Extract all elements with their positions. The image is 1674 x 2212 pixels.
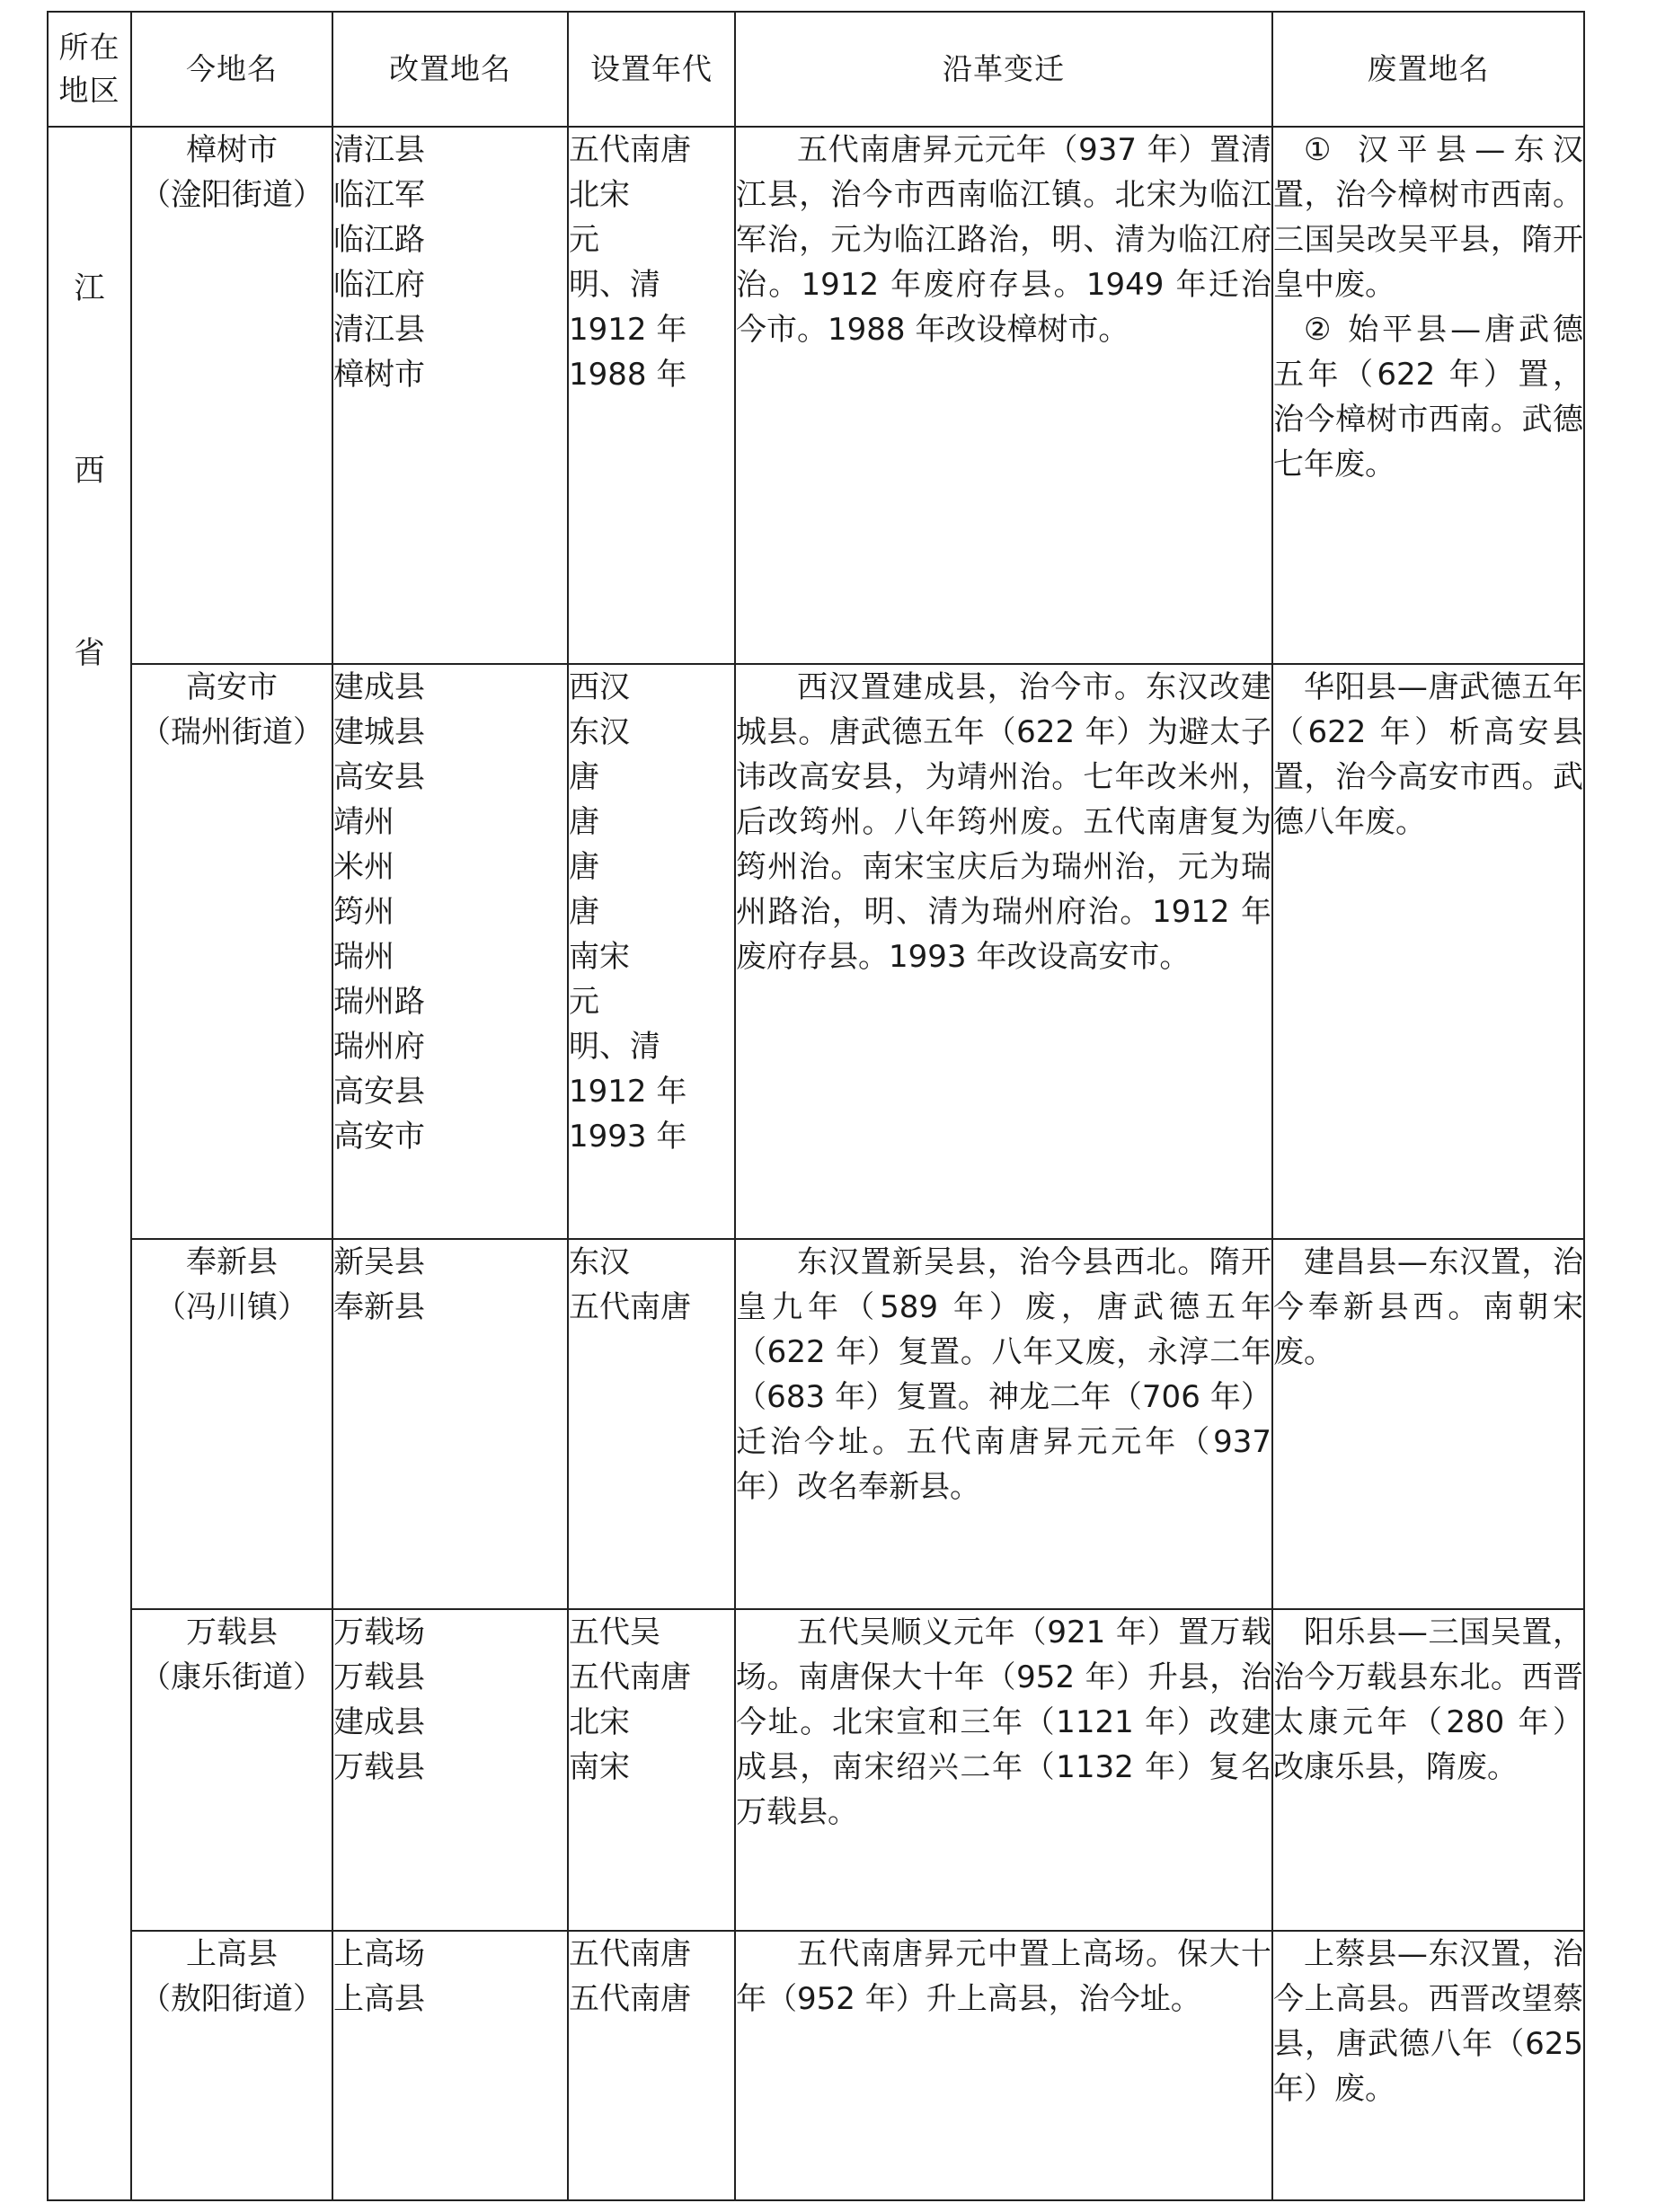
former-name: 建成县 [333, 669, 425, 705]
region-cell [48, 127, 131, 2200]
era-entry: 西汉 [569, 669, 630, 705]
former-name: 临江军 [333, 177, 425, 213]
region-char: 江 [74, 270, 105, 306]
former-name: 樟树市 [333, 357, 425, 393]
header-abolished-name: 废置地名 [1272, 12, 1584, 127]
modern-seat: （淦阳街道） [140, 177, 323, 213]
former-name: 建城县 [333, 714, 425, 750]
former-name: 新吴县 [333, 1244, 425, 1280]
era-entry: 五代南唐 [569, 132, 691, 168]
former-name: 米州 [333, 849, 394, 885]
table-row [48, 127, 1584, 664]
former-name: 清江县 [333, 312, 425, 348]
former-name: 筠州 [333, 894, 394, 930]
era-entry: 1988 年 [569, 357, 687, 393]
abolished-cell [1272, 664, 1584, 1239]
abolished-entry: 上蔡县—东汉置，治今上高县。西晋改望蔡县，唐武德八年（625 年）废。 [1273, 1936, 1583, 2107]
abolished-cell [1272, 1931, 1584, 2200]
former-name: 建成县 [333, 1704, 425, 1740]
former-name: 万载县 [333, 1659, 425, 1695]
modern-name-cell [131, 1609, 332, 1931]
former-name: 高安市 [333, 1119, 425, 1155]
history-cell: 西汉置建成县，治今市。东汉改建城县。唐武德五年（622 年）为避太子讳改高安县，为靖州治。七年改米州，后改筠州。八年筠州废。五代南唐复为筠州治。南宋宝庆后为瑞州治，元为瑞州路治，明、清为瑞州府治。1912 年废府存县。1993 年改设高安市。 [735, 664, 1272, 1239]
modern-seat: （冯川镇） [155, 1289, 308, 1325]
former-name: 靖州 [333, 804, 394, 840]
era-entry: 北宋 [569, 177, 630, 213]
former-name: 清江县 [333, 132, 425, 168]
former-name: 临江府 [333, 267, 425, 303]
abolished-entry: ② 始平县—唐武德五年（622 年）置，治今樟树市西南。武德七年废。 [1273, 312, 1583, 482]
modern-name-cell [131, 1239, 332, 1609]
former-name: 万载县 [333, 1749, 425, 1785]
history-cell: 五代南唐昇元元年（937 年）置清江县，治今市西南临江镇。北宋为临江军治，元为临江路治，明、清为临江府治。1912 年废府存县。1949 年迁治今市。1988 年改设樟树市。 [735, 127, 1272, 664]
former-names-cell [332, 1931, 568, 2200]
modern-name: 万载县 [186, 1615, 278, 1650]
former-name: 上高县 [333, 1981, 425, 2017]
table-row [48, 1609, 1584, 1931]
former-name: 上高场 [333, 1936, 425, 1972]
former-name: 瑞州路 [333, 984, 425, 1020]
abolished-entry: 华阳县—唐武德五年（622 年）析高安县置，治今高安市西。武德八年废。 [1273, 669, 1583, 840]
era-entry: 1912 年 [569, 312, 687, 348]
modern-seat: （瑞州街道） [140, 714, 323, 750]
modern-name: 奉新县 [186, 1244, 278, 1280]
era-entry: 元 [569, 984, 599, 1020]
modern-name-cell [131, 1931, 332, 2200]
era-entry: 唐 [569, 894, 599, 930]
header-region-line1: 所在 [58, 30, 120, 65]
header-region-line2: 地区 [58, 73, 120, 108]
era-cell [568, 127, 735, 664]
former-name: 瑞州府 [333, 1029, 425, 1065]
table-row [48, 1931, 1584, 2200]
era-cell [568, 1239, 735, 1609]
modern-name-cell [131, 127, 332, 664]
history-cell: 五代吴顺义元年（921 年）置万载场。南唐保大十年（952 年）升县，治今址。北宋宣和三年（1121 年）改建成县，南宋绍兴二年（1132 年）复名万载县。 [735, 1609, 1272, 1931]
abolished-cell [1272, 1609, 1584, 1931]
former-name: 临江路 [333, 222, 425, 258]
modern-seat: （康乐街道） [140, 1659, 323, 1695]
former-name: 奉新县 [333, 1289, 425, 1325]
abolished-entry: 建昌县—东汉置，治今奉新县西。南朝宋废。 [1273, 1244, 1583, 1370]
era-entry: 唐 [569, 849, 599, 885]
era-cell [568, 664, 735, 1239]
former-names-cell [332, 1609, 568, 1931]
history-cell: 东汉置新吴县，治今县西北。隋开皇九年（589 年）废，唐武德五年（622 年）复置。八年又废，永淳二年（683 年）复置。神龙二年（706 年）迁治今址。五代南唐昇元元年（937 年）改名奉新县。 [735, 1239, 1272, 1609]
former-name: 高安县 [333, 1074, 425, 1110]
former-names-cell [332, 1239, 568, 1609]
region-char: 西 [74, 453, 105, 489]
era-cell [568, 1931, 735, 2200]
former-name: 高安县 [333, 759, 425, 795]
gazetteer-sheet [47, 11, 1583, 2199]
modern-name: 高安市 [186, 669, 278, 705]
era-entry: 五代吴 [569, 1615, 660, 1650]
abolished-cell [1272, 1239, 1584, 1609]
header-region [48, 12, 131, 127]
history-cell: 五代南唐昇元中置上高场。保大十年（952 年）升上高县，治今址。 [735, 1931, 1272, 2200]
modern-name: 樟树市 [186, 132, 278, 168]
table-row [48, 664, 1584, 1239]
era-entry: 明、清 [569, 1029, 660, 1065]
modern-name-cell [131, 664, 332, 1239]
era-entry: 五代南唐 [569, 1981, 691, 2017]
era-entry: 五代南唐 [569, 1289, 691, 1325]
former-names-cell [332, 127, 568, 664]
header-era: 设置年代 [568, 12, 735, 127]
abolished-cell [1272, 127, 1584, 664]
era-entry: 五代南唐 [569, 1936, 691, 1972]
era-entry: 元 [569, 222, 599, 258]
gazetteer-table [47, 11, 1585, 2201]
era-entry: 明、清 [569, 267, 660, 303]
abolished-entry: ① 汉平县—东汉置，治今樟树市西南。三国吴改吴平县，隋开皇中废。 [1273, 132, 1583, 303]
header-history: 沿革变迁 [735, 12, 1272, 127]
region-char: 省 [74, 635, 105, 671]
modern-name: 上高县 [186, 1936, 278, 1972]
era-entry: 五代南唐 [569, 1659, 691, 1695]
era-entry: 唐 [569, 804, 599, 840]
header-former-name: 改置地名 [332, 12, 568, 127]
era-entry: 南宋 [569, 939, 630, 975]
abolished-entry: 阳乐县—三国吴置，治今万载县东北。西晋太康元年（280 年）改康乐县，隋废。 [1273, 1615, 1583, 1785]
former-name: 万载场 [333, 1615, 425, 1650]
era-entry: 唐 [569, 759, 599, 795]
header-row [48, 12, 1584, 127]
era-entry: 1912 年 [569, 1074, 687, 1110]
former-name: 瑞州 [333, 939, 394, 975]
era-entry: 北宋 [569, 1704, 630, 1740]
former-names-cell [332, 664, 568, 1239]
era-cell [568, 1609, 735, 1931]
era-entry: 1993 年 [569, 1119, 687, 1155]
header-modern-name: 今地名 [131, 12, 332, 127]
era-entry: 南宋 [569, 1749, 630, 1785]
table-row [48, 1239, 1584, 1609]
era-entry: 东汉 [569, 1244, 630, 1280]
era-entry: 东汉 [569, 714, 630, 750]
modern-seat: （敖阳街道） [140, 1981, 323, 2017]
